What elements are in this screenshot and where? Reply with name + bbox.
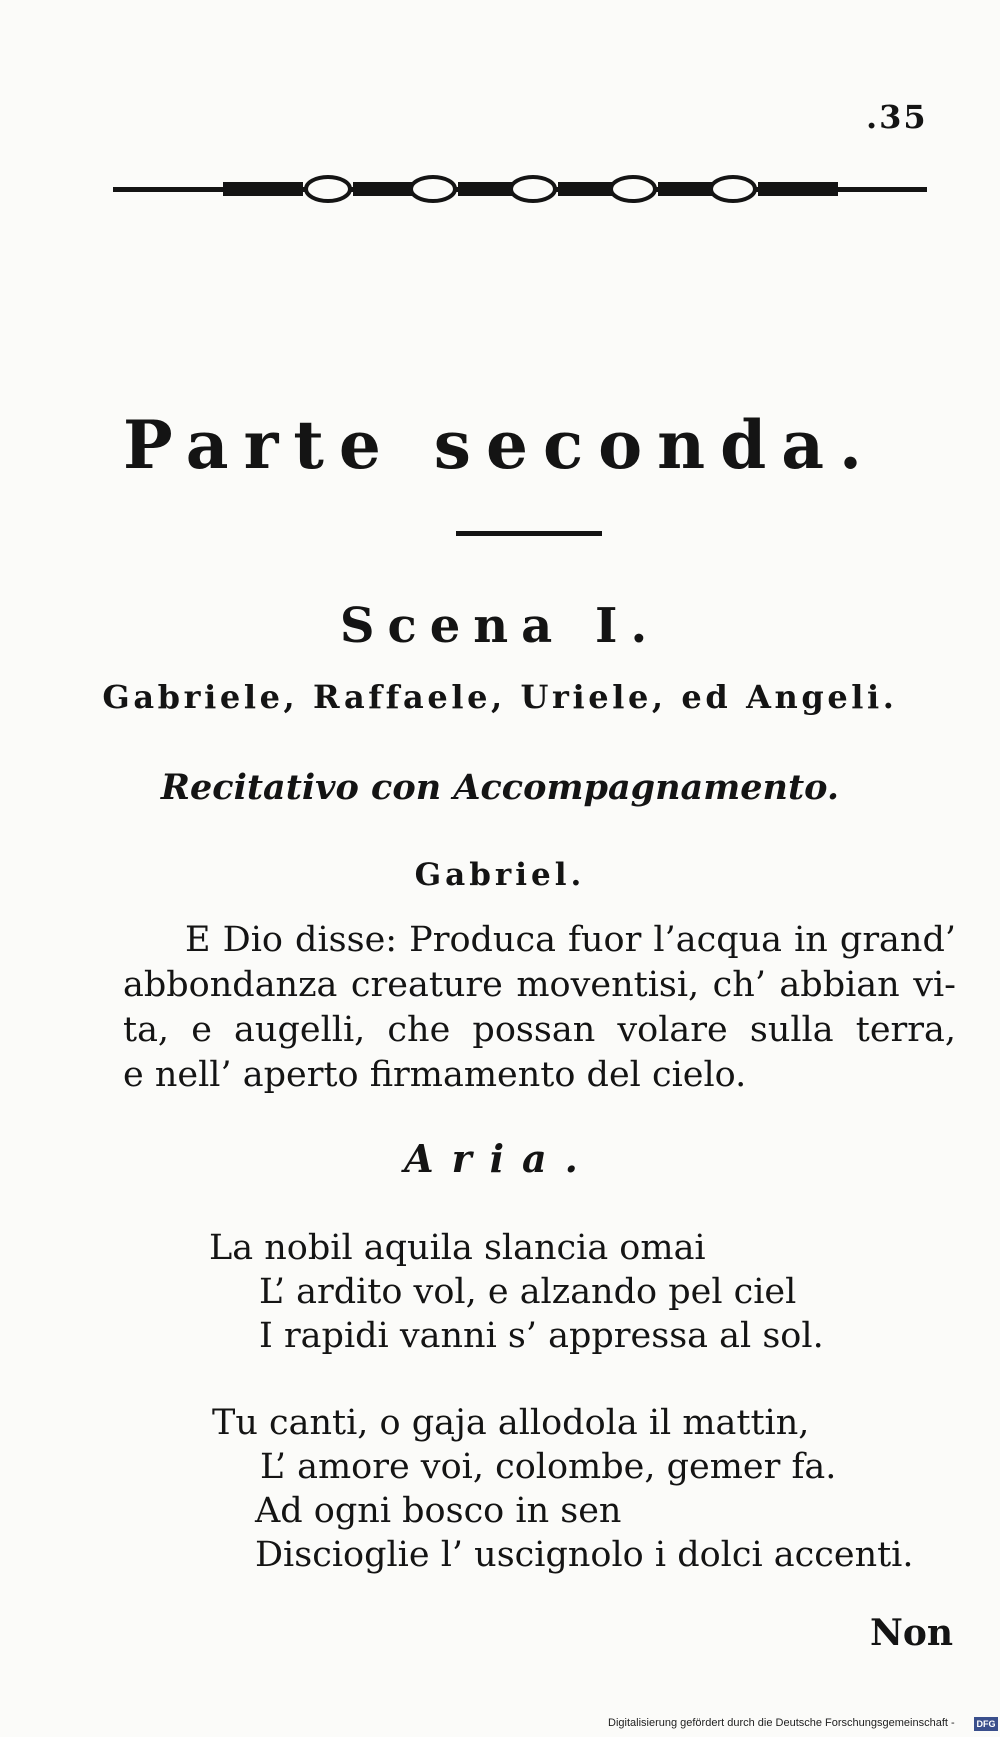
characters-line: Gabriele, Raffaele, Uriele, ed Angeli.	[102, 678, 898, 716]
recitative-line: e nell’ aperto firmamento del cielo.	[123, 1055, 747, 1095]
catchword: Non	[870, 1612, 954, 1654]
dfg-logo: DFG	[974, 1717, 998, 1731]
digitization-footer: Digitalisierung gefördert durch die Deutsche Forschungsgemeinschaft -	[608, 1717, 955, 1729]
speaker-name: Gabriel.	[414, 857, 586, 893]
recitative-subtitle: Recitativo con Accompagnamento.	[160, 767, 840, 808]
verse-line: I rapidi vanni s’ appressa al sol.	[259, 1316, 824, 1356]
verse-line: La nobil aquila slancia omai	[209, 1228, 706, 1268]
scene-heading: Scena I.	[339, 598, 661, 654]
recitative-paragraph	[123, 918, 956, 1098]
part-title: Parte seconda.	[122, 406, 878, 484]
verse-line: Ad ogni bosco in sen	[255, 1491, 622, 1531]
verse-line: Discioglie l’ uscignolo i dolci accenti.	[255, 1535, 914, 1575]
ornamental-border	[113, 172, 927, 206]
aria-heading: Aria.	[404, 1136, 596, 1181]
title-rule	[456, 531, 602, 536]
page-number: .35	[866, 98, 928, 136]
verse-line: L’ ardito vol, e alzando pel ciel	[259, 1272, 797, 1312]
recitative-line: E Dio disse: Produca fuor l’acqua in grand’	[185, 920, 956, 960]
verse-line: L’ amore voi, colombe, gemer fa.	[260, 1447, 837, 1487]
verse-line: Tu canti, o gaja allodola il mattin,	[212, 1403, 810, 1443]
recitative-line: ta, e augelli, che possan volare sulla terra,	[123, 1010, 956, 1050]
recitative-line: abbondanza creature moventisi, ch’ abbian vi-	[123, 965, 956, 1005]
